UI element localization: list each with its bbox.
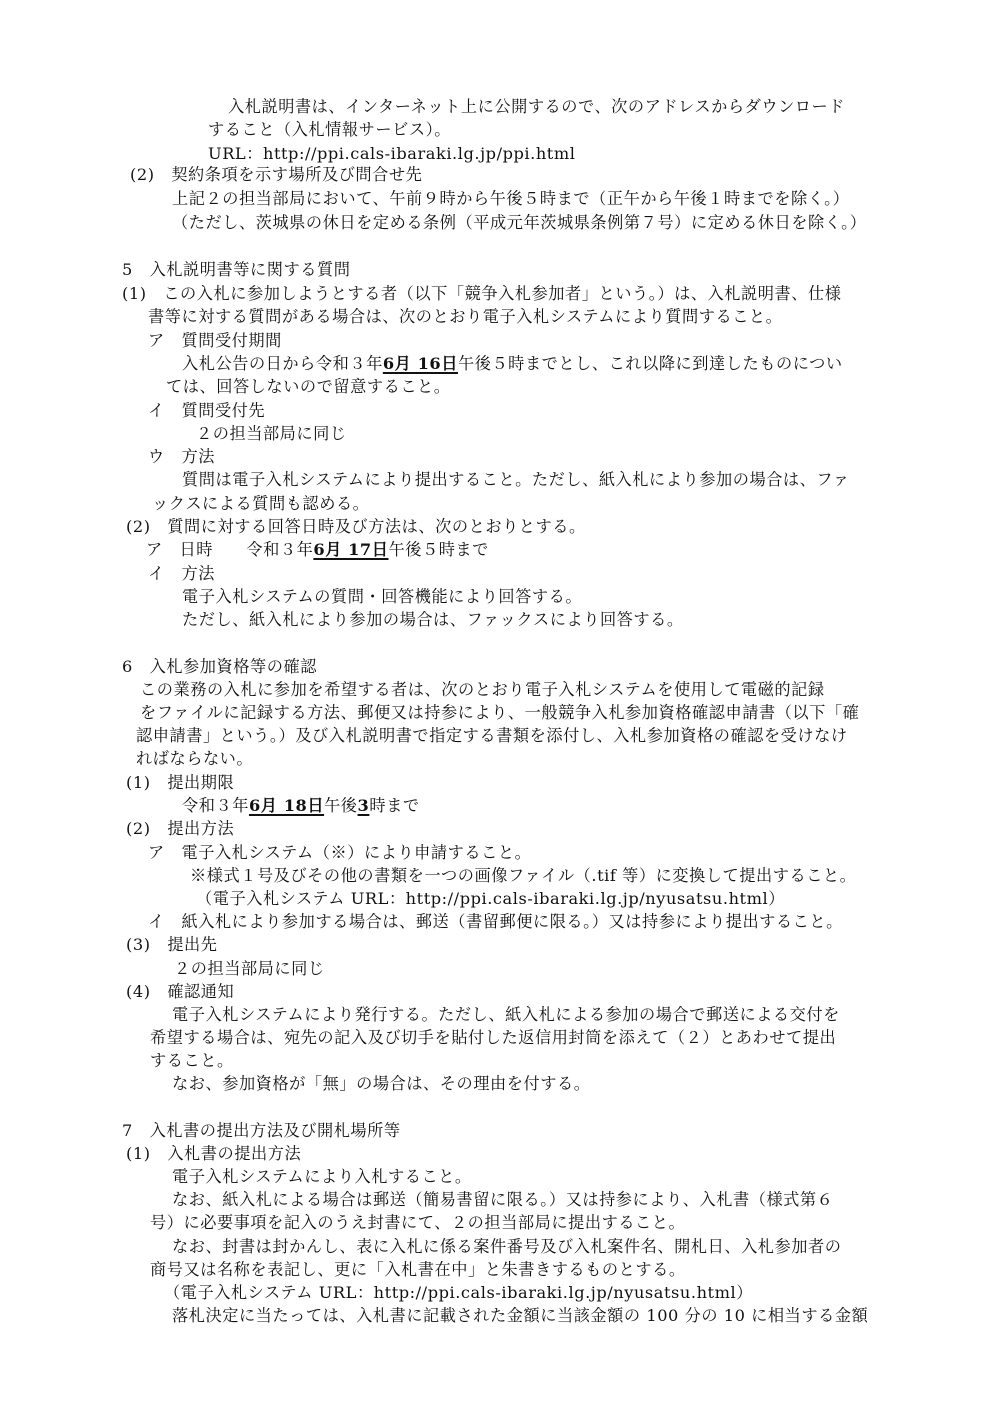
text-line <box>148 400 265 422</box>
text-line <box>146 539 489 561</box>
text-line <box>228 96 845 118</box>
text-line <box>182 469 850 491</box>
text-run: 号）に必要事項を記入のうえ封書にて、２の担当部局に提出すること。 <box>150 1213 686 1232</box>
text-line <box>174 958 325 980</box>
text-run: ２の担当部局に同じ <box>174 959 325 978</box>
text-run: 午後５時までとし、これ以降に到達したものについ <box>457 354 843 373</box>
text-run: (2) 提出方法 <box>126 819 235 838</box>
text-line <box>150 1259 686 1281</box>
text-line <box>148 446 215 468</box>
text-run: イ 質問受付先 <box>148 401 266 420</box>
text-line <box>140 679 825 701</box>
text-run: (4) 確認通知 <box>126 982 235 1001</box>
text-run: ※様式１号及びその他の書類を一つの画像ファイル（.tif 等）に変換して提出すること。 <box>190 866 857 885</box>
underlined-date: 6月 16日 <box>382 354 458 373</box>
text-line <box>150 1212 685 1234</box>
text-run: すること（入札情報サービス）。 <box>208 120 451 139</box>
text-run: なお、紙入札による場合は郵送（簡易書留に限る。）又は持参により、入札書（様式第６ <box>172 1190 834 1209</box>
text-line <box>182 795 420 817</box>
text-run: 7 入札書の提出方法及び開札場所等 <box>122 1121 401 1140</box>
text-run: をファイルに記録する方法、郵便又は持参により、一般競争入札参加資格確認申請書（以下「確 <box>140 703 860 722</box>
text-line <box>172 1166 472 1188</box>
text-line <box>172 1305 868 1327</box>
text-line <box>148 842 531 864</box>
text-run: 希望する場合は、宛先の記入及び切手を貼付した返信用封筒を添えて（２）とあわせて提出 <box>150 1028 837 1047</box>
text-line <box>172 188 850 210</box>
text-run: ては、回答しないので留意すること。 <box>166 377 451 396</box>
text-line <box>140 702 859 724</box>
text-line <box>152 493 369 515</box>
text-line <box>126 934 218 956</box>
text-line <box>182 609 684 631</box>
underlined-date: 6月 17日 <box>313 540 389 559</box>
text-line <box>126 981 234 1003</box>
text-line <box>196 888 785 910</box>
text-run: 書等に対する質問がある場合は、次のとおり電子入札システムにより質問すること。 <box>148 307 783 326</box>
text-run: ウ 方法 <box>148 447 215 466</box>
text-line <box>122 1120 401 1142</box>
text-line <box>164 1282 753 1304</box>
text-run: （ただし、茨城県の休日を定める条例（平成元年茨城県条例第７号）に定める休日を除く。） <box>172 213 867 232</box>
text-line <box>182 586 582 608</box>
text-run: (3) 提出先 <box>126 935 218 954</box>
text-line <box>148 330 282 352</box>
text-line <box>148 563 215 585</box>
text-run: ア 日時 令和３年 <box>146 540 314 559</box>
text-run: 入札公告の日から令和３年 <box>182 354 383 373</box>
text-run: 電子入札システムにより発行する。ただし、紙入札による参加の場合で郵送による交付を <box>172 1005 840 1024</box>
text-run: 電子入札システムにより入札すること。 <box>172 1167 472 1186</box>
text-run: イ 方法 <box>148 564 215 583</box>
text-line <box>172 1236 842 1258</box>
text-line <box>136 748 253 770</box>
text-line <box>130 164 422 186</box>
text-run: この業務の入札に参加を希望する者は、次のとおり電子入札システムを使用して電磁的記録 <box>140 680 825 699</box>
text-run: (2) 質問に対する回答日時及び方法は、次のとおりとする。 <box>126 517 586 536</box>
text-run: イ 紙入札により参加する場合は、郵送（書留郵便に限る。）又は持参により提出すること。 <box>148 912 843 931</box>
text-line <box>172 1004 840 1026</box>
text-run: 令和３年 <box>182 796 249 815</box>
text-line <box>126 818 234 840</box>
text-run: 上記２の担当部局において、午前９時から午後５時まで（正午から午後１時までを除く。） <box>172 189 850 208</box>
text-line <box>196 423 347 445</box>
underlined-date: 6月 18日 <box>248 796 325 815</box>
text-run: 6 入札参加資格等の確認 <box>122 657 317 676</box>
text-line <box>208 143 575 165</box>
text-run: ればならない。 <box>136 749 254 768</box>
text-run: なお、参加資格が「無」の場合は、その理由を付する。 <box>172 1074 591 1093</box>
text-line <box>172 212 867 234</box>
text-run: 認申請書」という。）及び入札説明書で指定する書類を添付し、入札参加資格の確認を受けなけ <box>136 726 848 745</box>
text-line <box>172 1073 590 1095</box>
text-line <box>150 1050 234 1072</box>
text-line <box>190 865 856 887</box>
text-run: ックスによる質問も認める。 <box>152 494 370 513</box>
text-run: 午後 <box>324 796 358 815</box>
text-run: (1) この入札に参加しようとする者（以下「競争入札参加者」という。）は、入札説明書、仕様 <box>122 284 842 303</box>
text-run: （電子入札システム URL：http://ppi.cals-ibaraki.lg.jp/nyusatsu.html） <box>164 1283 753 1302</box>
text-line <box>172 1189 833 1211</box>
text-run: ただし、紙入札により参加の場合は、ファックスにより回答する。 <box>182 610 684 629</box>
text-line <box>126 772 234 794</box>
text-run: すること。 <box>150 1051 234 1070</box>
text-line <box>122 656 317 678</box>
text-run: 5 入札説明書等に関する質問 <box>122 260 351 279</box>
text-line <box>126 1143 301 1165</box>
text-run: (1) 提出期限 <box>126 773 235 792</box>
text-line <box>126 516 586 538</box>
text-run: ア 電子入札システム（※）により申請すること。 <box>148 843 532 862</box>
text-run: (1) 入札書の提出方法 <box>126 1144 302 1163</box>
text-run: 時まで <box>369 796 420 815</box>
text-run: 午後５時まで <box>388 540 489 559</box>
text-run: ２の担当部局に同じ <box>196 424 347 443</box>
text-run: (2) 契約条項を示す場所及び問合せ先 <box>130 165 423 184</box>
text-run: URL：http://ppi.cals-ibaraki.lg.jp/ppi.html <box>208 144 576 163</box>
text-run: 入札説明書は、インターネット上に公開するので、次のアドレスからダウンロード <box>228 97 846 116</box>
text-line <box>150 1027 836 1049</box>
text-line <box>148 306 782 328</box>
text-run: ア 質問受付期間 <box>148 331 282 350</box>
text-line <box>166 376 451 398</box>
text-line <box>182 353 843 375</box>
text-run: なお、封書は封かんし、表に入札に係る案件番号及び入札案件名、開札日、入札参加者の <box>172 1237 842 1256</box>
text-run: 商号又は名称を表記し、更に「入札書在中」と朱書きするものとする。 <box>150 1260 686 1279</box>
text-run: 質問は電子入札システムにより提出すること。ただし、紙入札により参加の場合は、ファ <box>182 470 850 489</box>
text-line <box>148 911 843 933</box>
text-run: 電子入札システムの質問・回答機能により回答する。 <box>182 587 583 606</box>
text-run: （電子入札システム URL：http://ppi.cals-ibaraki.lg.jp/nyusatsu.html） <box>196 889 785 908</box>
text-line <box>208 119 451 141</box>
text-run: 落札決定に当たっては、入札書に記載された金額に当該金額の 100 分の 10 に相当する金額 <box>172 1306 869 1325</box>
text-line <box>136 725 848 747</box>
underlined-date: 3 <box>357 796 370 815</box>
text-line <box>122 283 841 305</box>
text-line <box>122 259 350 281</box>
